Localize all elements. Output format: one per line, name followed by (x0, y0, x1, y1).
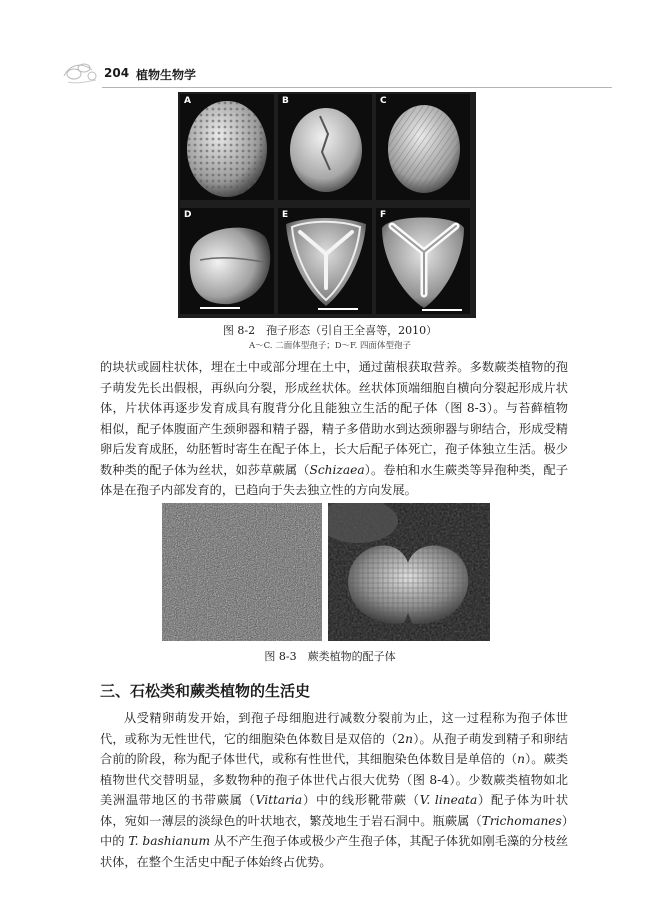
panel-label: E (282, 210, 289, 220)
text-run: ）中的 (100, 813, 568, 848)
book-title: 植物生物学 (136, 68, 197, 82)
text-run: 的块状或圆柱状体，埋在土中或部分埋在土中，通过菌根获取营养。多数蕨类植物的孢子萌发先长出假根，再纵向分裂，形成丝状体。丝状体顶端细胞自横向分裂起形成片状体，片状体再逐步发育成具有腹背分化且能独立生活的配子体（图 8-3）。与苔藓植物相似，配子体腹面产生颈卵器和精子器，精子多借助水到达颈卵器与卵结合，形成受精卵后发育成胚，幼胚暂时寄生在配子体上，长大后配子体死亡，孢子体独立生活。极少数种类的配子体为丝状，如莎草蕨属（ (100, 360, 568, 477)
panel-label: A (184, 96, 191, 106)
latin-name: Trichomanes (481, 813, 562, 828)
gametophyte-photo-right (328, 503, 490, 641)
figure-8-2-subcaption: A～C. 二面体型孢子；D～F. 四面体型孢子 (248, 341, 412, 351)
gametophyte-photo-left (162, 503, 322, 641)
text-run: ）。卷柏和水生蕨类等异孢种类，配子体是在孢子内部发育的，已趋向于失去独立性的方向发展。 (100, 462, 568, 497)
panel-label: B (282, 96, 289, 106)
italic-variable: n (517, 752, 526, 766)
spore-panel-c (376, 94, 470, 200)
page-number: 204 (104, 66, 130, 80)
spore-panel-b (278, 94, 372, 200)
running-header (62, 58, 602, 88)
spore-panel-f (376, 208, 470, 314)
text-run: ）配子体为叶状体，宛如一薄层的淡绿色的叶状地衣，繁茂地生于岩石洞中。瓶蕨属（ (100, 793, 569, 828)
body-paragraph-1 (100, 357, 568, 501)
flower-ornament-icon (62, 58, 102, 88)
text-run: 从受精卵萌发开始，到孢子母细胞进行减数分裂前为止，这一过程称为孢子体世代，或称为无性世代，它的细胞染色体数目是双倍的（2 (100, 711, 568, 746)
latin-name: Schizaea (309, 462, 365, 477)
text-run: 从不产生孢子体或极少产生孢子体，其配子体犹如刚毛藻的分枝丝状体，在整个生活史中配子体始终占优势。 (100, 834, 569, 869)
header-rule (102, 87, 612, 88)
text-run: ）。蕨类植物世代交替明显，多数物种的孢子体世代占很大优势（图 8-4）。少数蕨类植物如北美洲温带地区的书带蕨属（ (100, 752, 569, 807)
latin-name: V. lineata (419, 793, 478, 807)
panel-label: F (380, 210, 387, 220)
latin-name: Vittaria (255, 793, 303, 807)
figure-8-2-caption: 图 8-2 孢子形态（引自王全喜等，2010） (222, 324, 438, 337)
italic-variable: n (405, 731, 413, 746)
panel-label: D (184, 210, 192, 220)
spore-panel-a (180, 94, 274, 200)
spore-panel-e (278, 208, 372, 314)
figure-8-3-caption: 图 8-3 蕨类植物的配子体 (264, 650, 396, 663)
latin-name: T. bashianum (128, 834, 211, 848)
figure-8-3 (162, 503, 490, 641)
section-title: 三、石松类和蕨类植物的生活史 (100, 682, 311, 700)
text-run: ）。从孢子萌发到精子和卵结合前的阶段，称为配子体世代，或称有性世代，其细胞染色体数目是单倍的（ (100, 731, 568, 766)
text-run: ）中的线形靴带蕨（ (302, 793, 420, 807)
spore-panel-d (180, 208, 274, 314)
panel-label: C (380, 96, 387, 106)
body-paragraph-2 (100, 708, 568, 872)
figure-8-2 (178, 92, 476, 318)
